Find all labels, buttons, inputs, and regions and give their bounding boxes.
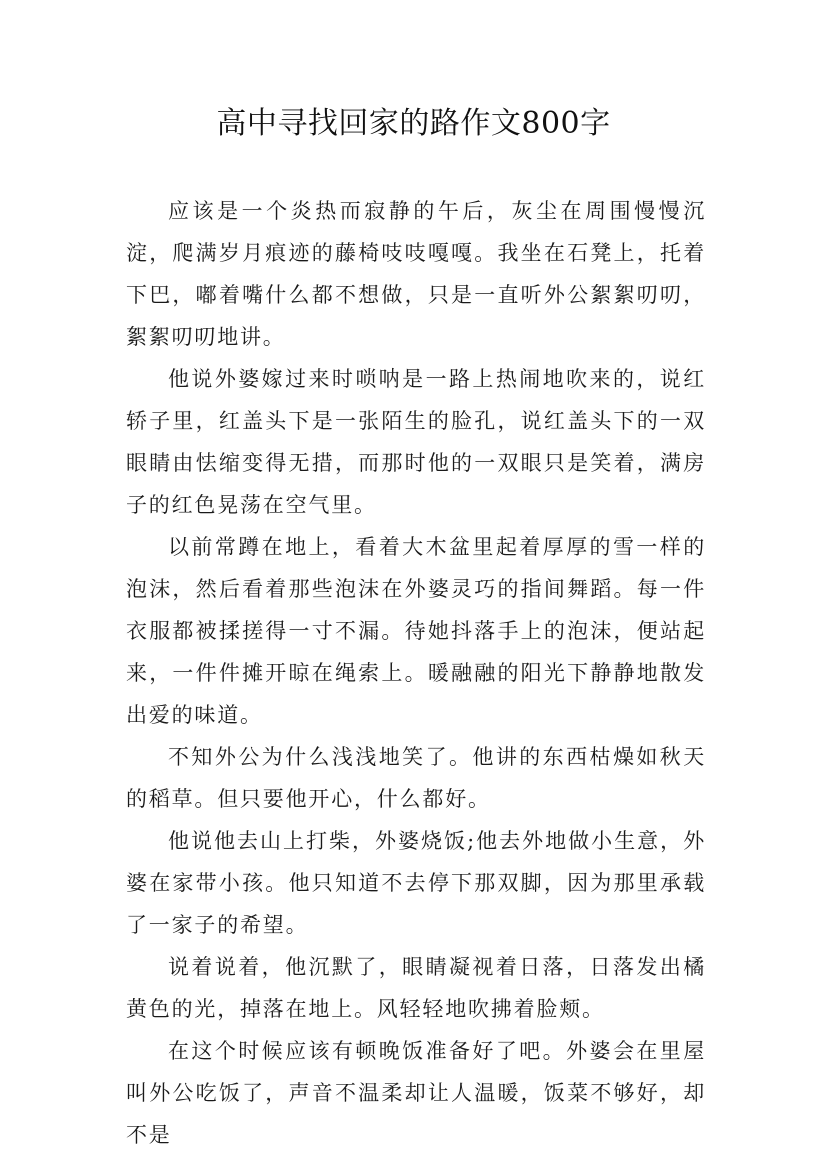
paragraph: 不知外公为什么浅浅地笑了。他讲的东西枯燥如秋天的稻草。但只要他开心，什么都好。 xyxy=(126,745,706,811)
document-title: 高中寻找回家的路作文800字 xyxy=(216,106,611,141)
paragraph: 应该是一个炎热而寂静的午后，灰尘在周围慢慢沉淀，爬满岁月痕迹的藤椅吱吱嘎嘎。我坐在石凳上，托着下巴，嘟着嘴什么都不想做，只是一直听外公絮絮叨叨，絮絮叨叨地讲。 xyxy=(126,199,706,349)
paragraph: 在这个时候应该有顿晚饭准备好了吧。外婆会在里屋叫外公吃饭了，声音不温柔却让人温暖，饭菜不够好，却不是 xyxy=(126,1039,706,1147)
paragraph: 以前常蹲在地上，看着大木盆里起着厚厚的雪一样的泡沫，然后看着那些泡沫在外婆灵巧的指间舞蹈。每一件衣服都被揉搓得一寸不漏。待她抖落手上的泡沫，便站起来，一件件摊开晾在绳索上。暖融融的阳光下静静地散发出爱的味道。 xyxy=(126,535,706,727)
document-body xyxy=(126,190,706,1156)
paragraph: 说着说着，他沉默了，眼睛凝视着日落，日落发出橘黄色的光，掉落在地上。风轻轻地吹拂着脸颊。 xyxy=(126,955,706,1021)
paragraph: 他说他去山上打柴，外婆烧饭;他去外地做小生意，外婆在家带小孩。他只知道不去停下那双脚，因为那里承载了一家子的希望。 xyxy=(126,829,706,937)
paragraph: 他说外婆嫁过来时唢呐是一路上热闹地吹来的，说红轿子里，红盖头下是一张陌生的脸孔，说红盖头下的一双眼睛由怯缩变得无措，而那时他的一双眼只是笑着，满房子的红色晃荡在空气里。 xyxy=(126,367,706,517)
